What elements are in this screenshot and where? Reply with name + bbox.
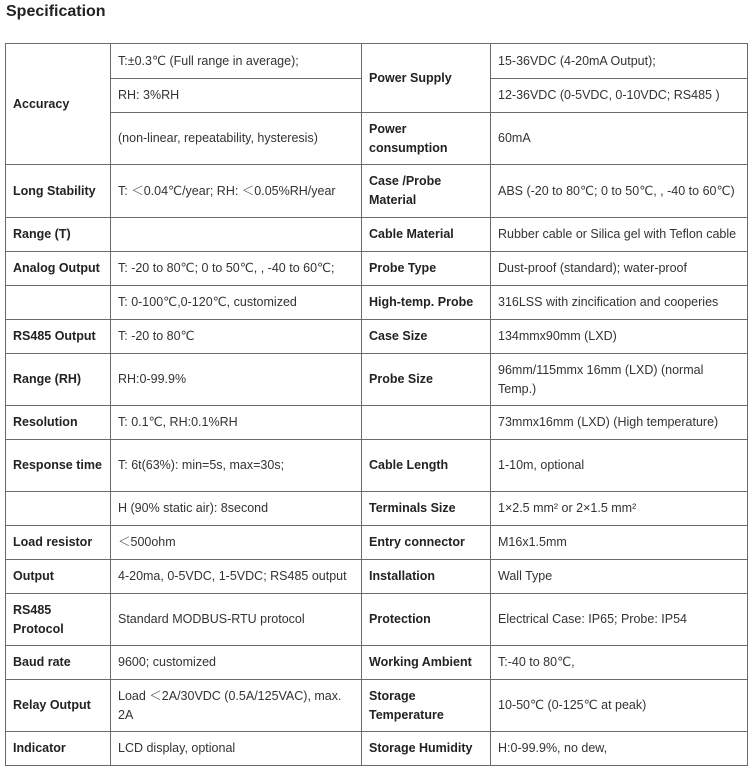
table-row: [6, 252, 748, 286]
specification-table: [5, 43, 748, 766]
spec-value: T:±0.3℃ (Full range in average);: [111, 44, 362, 79]
table-row: [6, 354, 748, 406]
spec-label: Power consumption: [362, 113, 491, 165]
spec-label: Entry connector: [362, 526, 491, 560]
table-row: [6, 732, 748, 766]
spec-label: Cable Length: [362, 440, 491, 492]
spec-label: Cable Material: [362, 218, 491, 252]
page-title: Specification: [6, 3, 106, 20]
spec-label: Long Stability: [6, 165, 111, 218]
spec-label: Working Ambient: [362, 646, 491, 680]
spec-label: Indicator: [6, 732, 111, 766]
spec-value: T: 0.1℃, RH:0.1%RH: [111, 406, 362, 440]
spec-value: Load ＜2A/30VDC (0.5A/125VAC), max. 2A: [111, 680, 362, 732]
spec-label: Baud rate: [6, 646, 111, 680]
table-row: [6, 218, 748, 252]
spec-value: Wall Type: [491, 560, 748, 594]
spec-label: Power Supply: [362, 44, 491, 113]
spec-value: 9600; customized: [111, 646, 362, 680]
spec-label: Output: [6, 560, 111, 594]
spec-value: [111, 218, 362, 252]
spec-label: Case /Probe Material: [362, 165, 491, 218]
table-row: [6, 560, 748, 594]
spec-value: Electrical Case: IP65; Probe: IP54: [491, 594, 748, 646]
spec-value: T: -20 to 80℃: [111, 320, 362, 354]
table-row: [6, 594, 748, 646]
spec-label: [6, 492, 111, 526]
spec-label: [6, 286, 111, 320]
spec-value: M16x1.5mm: [491, 526, 748, 560]
spec-value: T:-40 to 80℃,: [491, 646, 748, 680]
spec-value: T: ＜0.04℃/year; RH: ＜0.05%RH/year: [111, 165, 362, 218]
spec-value: 96mm/115mmx 16mm (LXD) (normal Temp.): [491, 354, 748, 406]
table-row: [6, 646, 748, 680]
spec-label: Relay Output: [6, 680, 111, 732]
spec-label: Probe Size: [362, 354, 491, 406]
spec-label: Case Size: [362, 320, 491, 354]
spec-value: RH:0-99.9%: [111, 354, 362, 406]
spec-label: RS485 Protocol: [6, 594, 111, 646]
spec-label: High-temp. Probe: [362, 286, 491, 320]
spec-label: Load resistor: [6, 526, 111, 560]
spec-value: Rubber cable or Silica gel with Teflon cable: [491, 218, 748, 252]
table-row: [6, 165, 748, 218]
spec-value: 1-10m, optional: [491, 440, 748, 492]
spec-label: RS485 Output: [6, 320, 111, 354]
spec-value: (non-linear, repeatability, hysteresis): [111, 113, 362, 165]
table-row: [6, 286, 748, 320]
spec-label: Storage Humidity: [362, 732, 491, 766]
spec-label: Analog Output: [6, 252, 111, 286]
table-row: [6, 320, 748, 354]
spec-value: 12-36VDC (0-5VDC, 0-10VDC; RS485 ): [491, 79, 748, 113]
table-row: [6, 44, 748, 79]
spec-value: ABS (-20 to 80℃; 0 to 50℃, , -40 to 60℃): [491, 165, 748, 218]
table-row: [6, 406, 748, 440]
spec-label: Range (T): [6, 218, 111, 252]
spec-value: 15-36VDC (4-20mA Output);: [491, 44, 748, 79]
spec-value: 60mA: [491, 113, 748, 165]
spec-value: 73mmx16mm (LXD) (High temperature): [491, 406, 748, 440]
spec-value: 1×2.5 mm² or 2×1.5 mm²: [491, 492, 748, 526]
spec-label: Accuracy: [6, 44, 111, 165]
spec-value: Dust-proof (standard); water-proof: [491, 252, 748, 286]
spec-label: Storage Temperature: [362, 680, 491, 732]
spec-label: Response time: [6, 440, 111, 492]
spec-value: 10-50℃ (0-125℃ at peak): [491, 680, 748, 732]
spec-label: Protection: [362, 594, 491, 646]
table-row: [6, 440, 748, 492]
spec-label: Probe Type: [362, 252, 491, 286]
table-row: [6, 526, 748, 560]
table-row: [6, 492, 748, 526]
spec-value: Standard MODBUS-RTU protocol: [111, 594, 362, 646]
spec-label: Resolution: [6, 406, 111, 440]
spec-value: H (90% static air): 8second: [111, 492, 362, 526]
table-row: [6, 113, 748, 165]
spec-value: 316LSS with zincification and cooperies: [491, 286, 748, 320]
spec-value: T: 6t(63%): min=5s, max=30s;: [111, 440, 362, 492]
spec-label: Terminals Size: [362, 492, 491, 526]
table-row: [6, 680, 748, 732]
spec-value: 4-20ma, 0-5VDC, 1-5VDC; RS485 output: [111, 560, 362, 594]
spec-value: 134mmx90mm (LXD): [491, 320, 748, 354]
spec-label: Installation: [362, 560, 491, 594]
spec-label: [362, 406, 491, 440]
spec-value: H:0-99.9%, no dew,: [491, 732, 748, 766]
spec-value: LCD display, optional: [111, 732, 362, 766]
spec-value: RH: 3%RH: [111, 79, 362, 113]
spec-value: ＜500ohm: [111, 526, 362, 560]
spec-value: T: 0-100℃,0-120℃, customized: [111, 286, 362, 320]
spec-value: T: -20 to 80℃; 0 to 50℃, , -40 to 60℃;: [111, 252, 362, 286]
spec-label: Range (RH): [6, 354, 111, 406]
